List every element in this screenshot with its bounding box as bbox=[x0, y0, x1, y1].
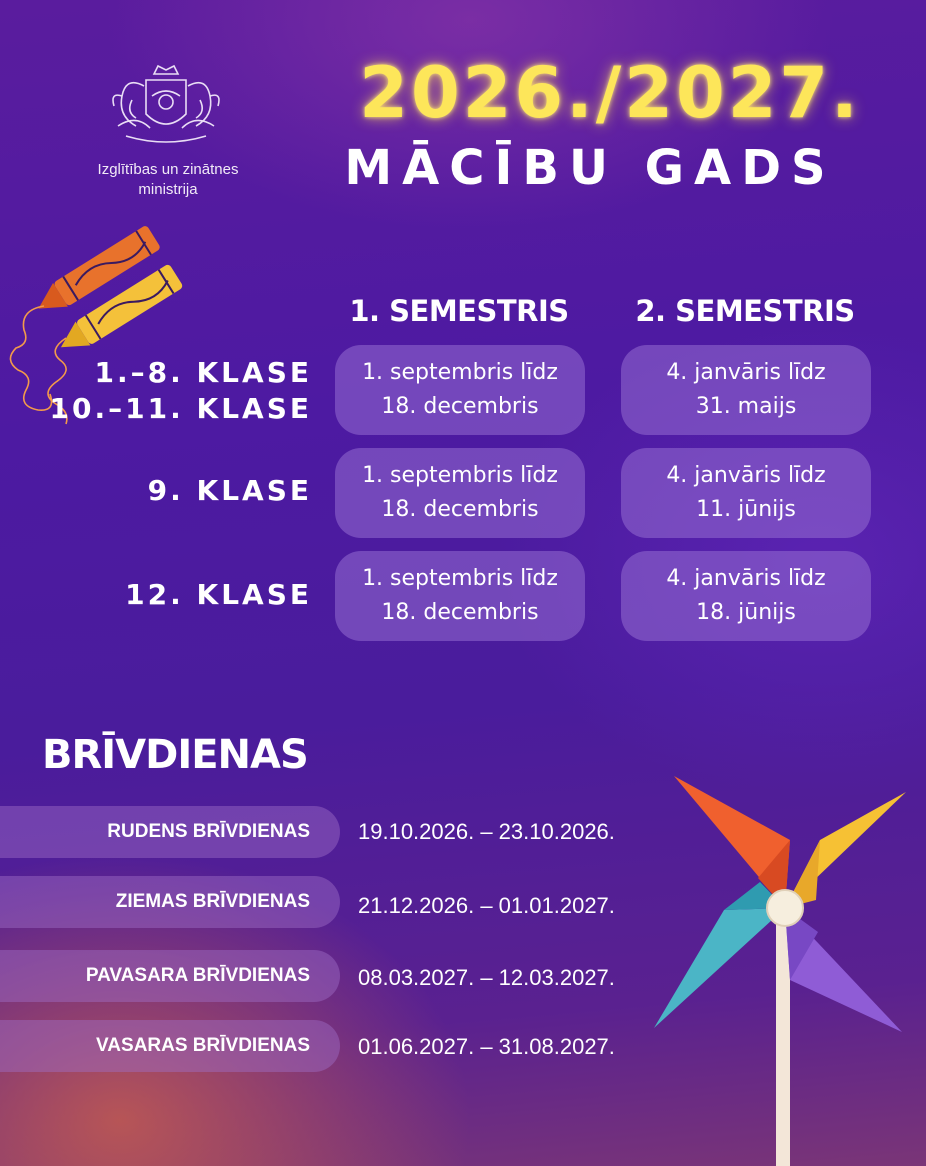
grade-line: 10.–11. KLASE bbox=[49, 392, 312, 425]
ministry-name bbox=[70, 160, 266, 200]
semester-1-header: 1. SEMESTRIS bbox=[349, 294, 569, 328]
holiday-dates: 21.12.2026. – 01.01.2027. bbox=[358, 893, 615, 918]
grade-line: 1.–8. KLASE bbox=[94, 356, 312, 389]
grade-label bbox=[40, 355, 312, 427]
date-line: 4. janvāris līdz bbox=[666, 463, 826, 488]
date-line: 18. jūnijs bbox=[696, 600, 796, 625]
holiday-name: RUDENS BRĪVDIENAS bbox=[0, 806, 340, 858]
holiday-name: VASARAS BRĪVDIENAS bbox=[0, 1020, 340, 1072]
semester-2-dates bbox=[621, 551, 871, 641]
holidays-title: BRĪVDIENAS bbox=[42, 732, 308, 778]
date-line: 4. janvāris līdz bbox=[666, 360, 826, 385]
semester-2-dates bbox=[621, 345, 871, 435]
grade-line: 9. KLASE bbox=[147, 474, 312, 507]
title-subtitle: MĀCĪBU GADS bbox=[344, 140, 836, 196]
date-line: 11. jūnijs bbox=[696, 497, 796, 522]
holiday-name: ZIEMAS BRĪVDIENAS bbox=[0, 876, 340, 928]
coat-of-arms-icon bbox=[96, 56, 236, 152]
date-line: 1. septembris līdz bbox=[362, 360, 558, 385]
grade-label bbox=[40, 473, 312, 509]
title-year: 2026./2027. bbox=[359, 52, 861, 134]
semester-1-dates bbox=[335, 448, 585, 538]
semester-1-dates bbox=[335, 345, 585, 435]
holiday-dates: 01.06.2027. – 31.08.2027. bbox=[358, 1034, 615, 1059]
semester-2-dates bbox=[621, 448, 871, 538]
date-line: 18. decembris bbox=[381, 394, 539, 419]
ministry-line-2: ministrija bbox=[138, 181, 198, 198]
semester-2-header: 2. SEMESTRIS bbox=[635, 294, 855, 328]
ministry-line-1: Izglītības un zinātnes bbox=[97, 161, 239, 178]
date-line: 31. maijs bbox=[695, 394, 797, 419]
date-line: 1. septembris līdz bbox=[362, 463, 558, 488]
semester-1-dates bbox=[335, 551, 585, 641]
pinwheel-icon bbox=[640, 770, 926, 1166]
grade-label bbox=[40, 577, 312, 613]
holiday-dates: 08.03.2027. – 12.03.2027. bbox=[358, 965, 615, 990]
grade-line: 12. KLASE bbox=[125, 578, 312, 611]
date-line: 18. decembris bbox=[381, 600, 539, 625]
date-line: 4. janvāris līdz bbox=[666, 566, 826, 591]
date-line: 1. septembris līdz bbox=[362, 566, 558, 591]
holiday-dates: 19.10.2026. – 23.10.2026. bbox=[358, 819, 615, 844]
holiday-name: PAVASARA BRĪVDIENAS bbox=[0, 950, 340, 1002]
date-line: 18. decembris bbox=[381, 497, 539, 522]
